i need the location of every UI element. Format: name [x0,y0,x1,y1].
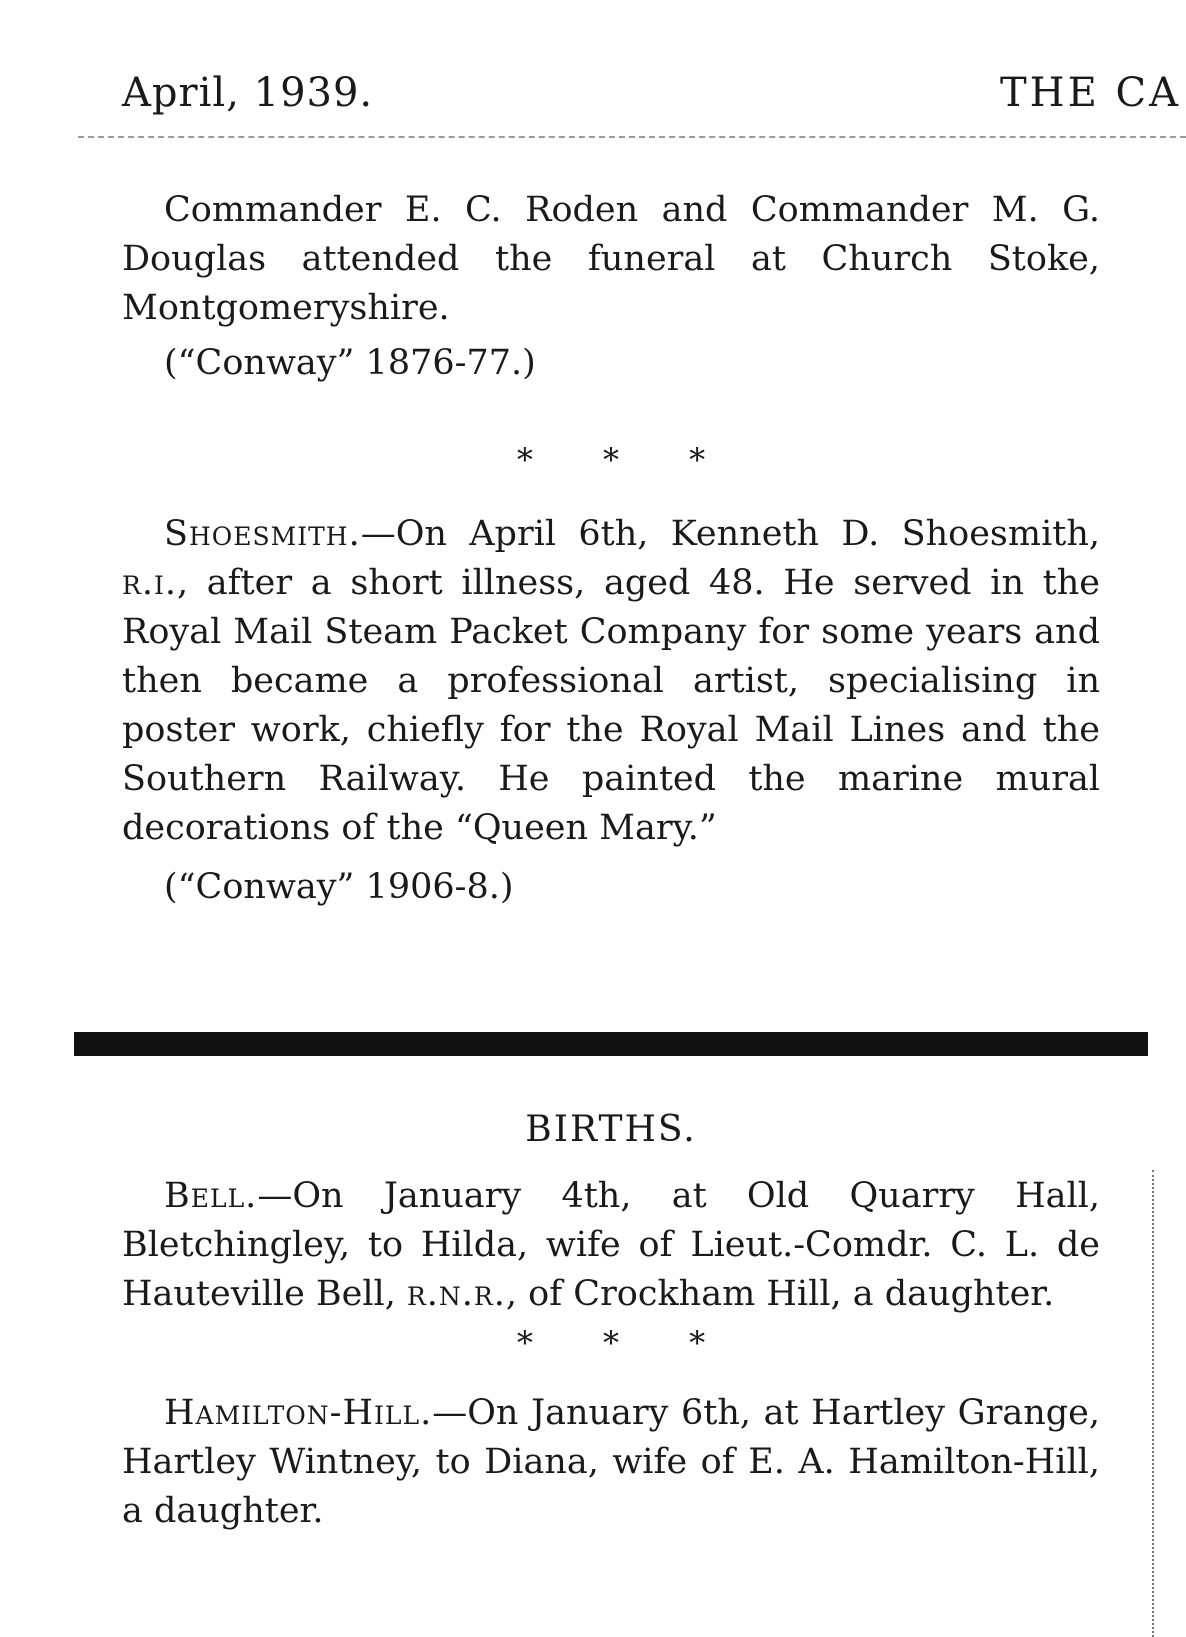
separator-1 [122,440,1100,480]
shoesmith-paragraph [122,510,1100,853]
running-head [0,70,1186,130]
births-heading: BIRTHS. [525,1109,697,1150]
funeral-paragraph: Commander E. C. Roden and Commander M. G. Douglas attended the funeral at Church Stoke, Montgomeryshire. [122,190,1100,328]
bell-name: Bell. [164,1176,258,1216]
funeral-notice [122,186,1100,388]
hamilton-text: —On January 6th, at Hartley Grange, Hartley Wintney, to Diana, wife of E. A. Hamilton-Hill, a daughter. [122,1393,1100,1531]
shoesmith-notice [122,510,1100,912]
asterism-2: * * * [516,1324,736,1362]
asterism: * * * [516,441,736,479]
shoesmith-text-b: , after a short illness, aged 48. He served in the Royal Mail Steam Packet Company for some years and then became a professional artist, specialising in poster work, chiefly for the Royal Mail Lines and the Southern Railway. He painted the marine mural decorations of the “Queen Mary.” [122,563,1100,848]
shoesmith-name: Shoesmith. [164,514,361,554]
bell-text-b: , of Crockham Hill, a daughter. [505,1274,1055,1314]
funeral-conway-note: (“Conway” 1876-77.) [164,343,536,383]
hamilton-name: Hamilton-Hill. [164,1393,433,1433]
shoesmith-text-a: —On April 6th, Kenneth D. Shoesmith, [360,514,1100,554]
issue-date: April, 1939. [122,70,374,116]
bell-paragraph [122,1172,1100,1319]
header-rule [78,136,1186,138]
shoesmith-title: r.i. [122,563,177,603]
births-section [122,1106,1100,1536]
shoesmith-conway-note: (“Conway” 1906-8.) [164,867,514,907]
section-divider [74,1032,1148,1056]
journal-title: THE CA [1000,70,1181,116]
bell-title: r.n.r. [406,1274,506,1314]
bell-text-a: —On January 4th, at Old Quarry Hall, Bletchingley, to Hilda, wife of Lieut.-Comdr. C. L. de Hauteville Bell, [122,1176,1100,1314]
hamilton-paragraph [122,1389,1100,1536]
margin-dotted-rule [1152,1170,1154,1637]
